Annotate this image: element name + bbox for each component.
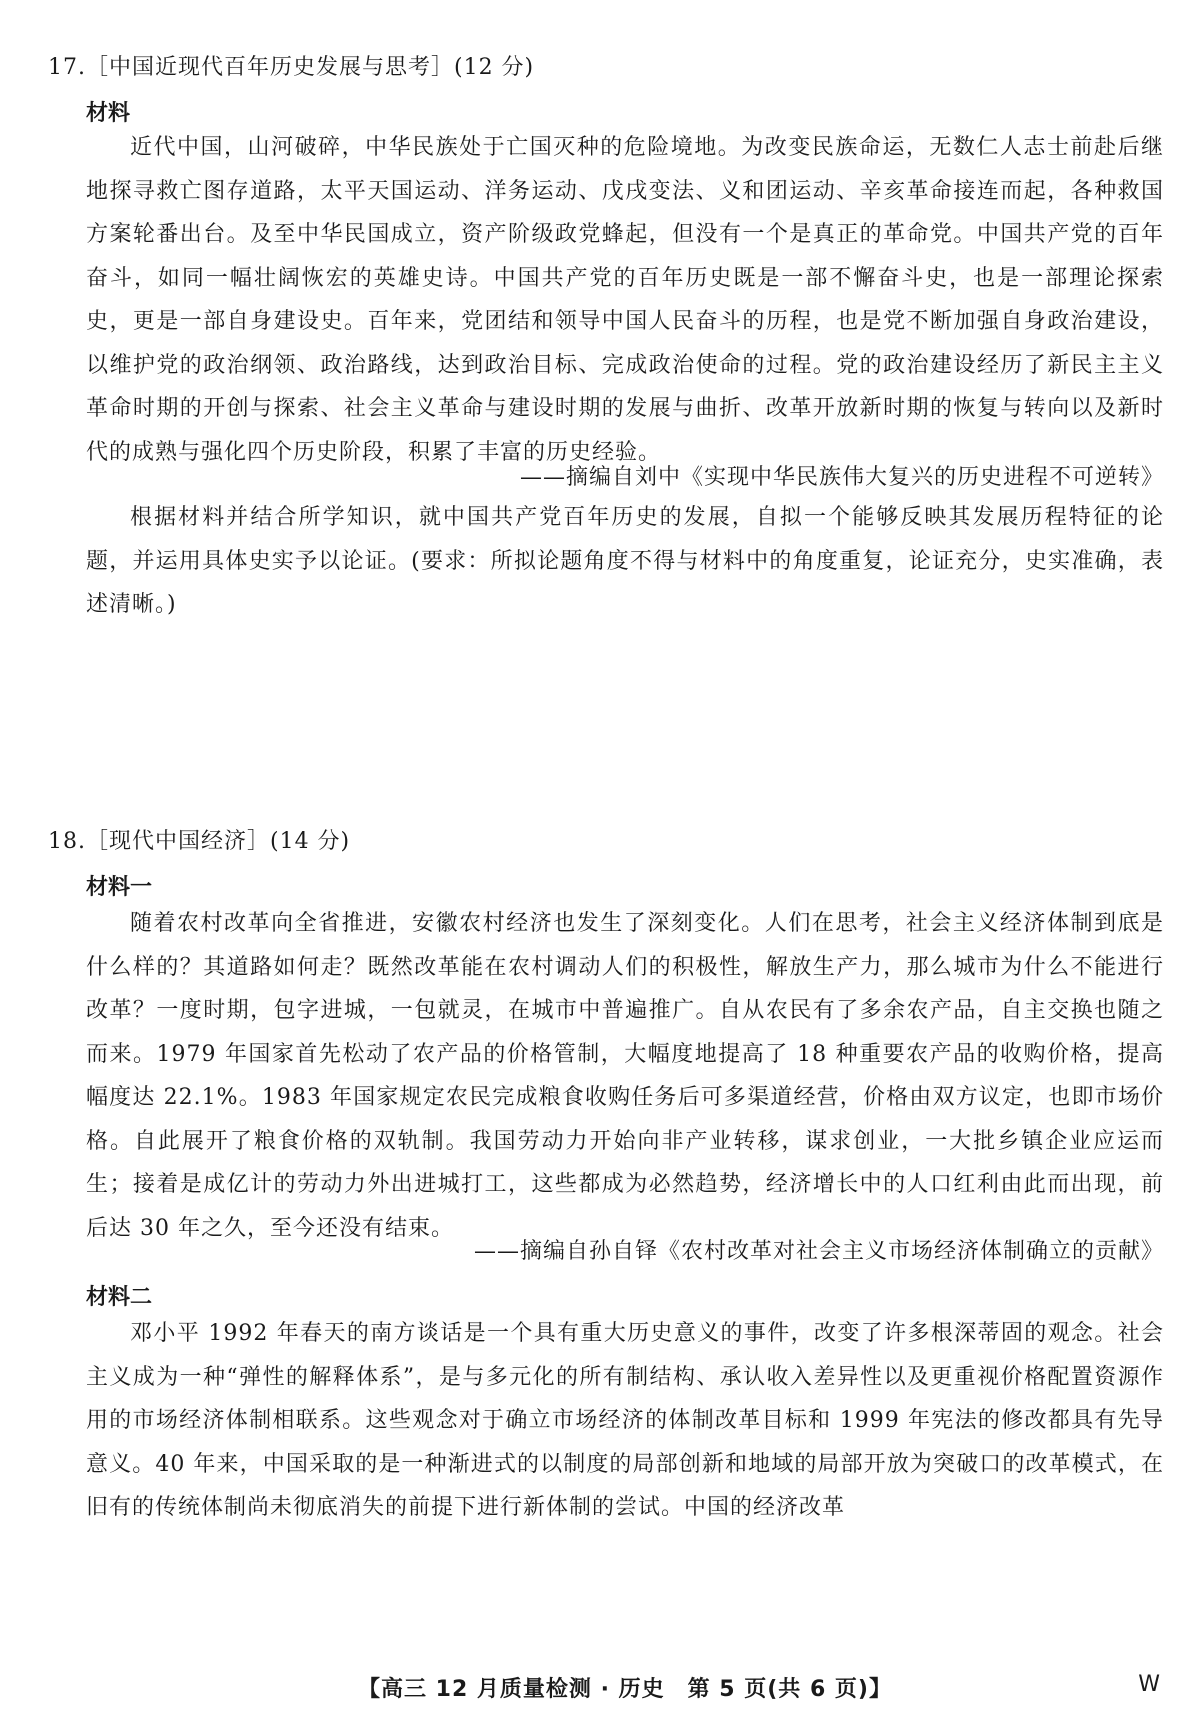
page-footer [0, 1672, 1200, 1708]
question-18-material-2-text: 邓小平 1992 年春天的南方谈话是一个具有重大历史意义的事件，改变了许多根深蒂固的观念。社会主义成为一种“弹性的解释体系”，是与多元化的所有制结构、承认收入差异性以及更重视价格配置资源作用的市场经济体制相联系。这些观念对于确立市场经济的体制改革目标和 1999 年宪法的修改都具有先导意义。40 年来，中国采取的是一种渐进式的以制度的局部创新和地域的局部开放为突破口的改革模式，在旧有的传统体制尚未彻底消失的前提下进行新体制的尝试。中国的经济改革 [86, 1321, 1164, 1520]
footer-version-code: W [1138, 1672, 1160, 1697]
question-17-source: ——摘编自刘中《实现中华民族伟大复兴的历史进程不可逆转》 [519, 465, 1164, 490]
question-17-title: 17.［中国近现代百年历史发展与思考］(12 分) [48, 55, 535, 80]
question-17-material-text: 近代中国，山河破碎，中华民族处于亡国灭种的危险境地。为改变民族命运，无数仁人志士前赴后继地探寻救亡图存道路，太平天国运动、洋务运动、戊戌变法、义和团运动、辛亥革命接连而起，各种救国方案轮番出台。及至中华民国成立，资产阶级政党蜂起，但没有一个是真正的革命党。中国共产党的百年奋斗，如同一幅壮阔恢宏的英雄史诗。中国共产党的百年历史既是一部不懈奋斗史，也是一部理论探索史，更是一部自身建设史。百年来，党团结和领导中国人民奋斗的历程，也是党不断加强自身政治建设，以维护党的政治纲领、政治路线，达到政治目标、完成政治使命的过程。党的政治建设经历了新民主主义革命时期的开创与探索、社会主义革命与建设时期的发展与曲折、改革开放新时期的恢复与转向以及新时代的成熟与强化四个历史阶段，积累了丰富的历史经验。 [86, 135, 1164, 465]
question-18-material-1-label: 材料一 [86, 875, 153, 900]
question-18-material-2-label: 材料二 [86, 1285, 153, 1310]
question-17-prompt: 根据材料并结合所学知识，就中国共产党百年历史的发展，自拟一个能够反映其发展历程特征的论题，并运用具体史实予以论证。(要求：所拟论题角度不得与材料中的角度重复，论证充分，史实准确，表述清晰。) [86, 505, 1164, 617]
question-18-material-1-source: ——摘编自孙自铎《农村改革对社会主义市场经济体制确立的贡献》 [473, 1239, 1164, 1264]
question-18-title: 18.［现代中国经济］(14 分) [48, 829, 351, 854]
question-18-material-1-text: 随着农村改革向全省推进，安徽农村经济也发生了深刻变化。人们在思考，社会主义经济体制到底是什么样的？其道路如何走？既然改革能在农村调动人们的积极性，解放生产力，那么城市为什么不能进行改革？一度时期，包字进城，一包就灵，在城市中普遍推广。自从农民有了多余农产品，自主交换也随之而来。1979 年国家首先松动了农产品的价格管制，大幅度地提高了 18 种重要农产品的收购价格，提高幅度达 22.1%。1983 年国家规定农民完成粮食收购任务后可多渠道经营，价格由双方议定，也即市场价格。自此展开了粮食价格的双轨制。我国劳动力开始向非产业转移，谋求创业，一大批乡镇企业应运而生；接着是成亿计的劳动力外出进城打工，这些都成为必然趋势，经济增长中的人口红利由此而出现，前后达 30 年之久，至今还没有结束。 [86, 911, 1164, 1241]
question-17-material-label: 材料 [86, 101, 131, 126]
footer-page-info: 【高三 12 月质量检测 · 历史 第 5 页(共 6 页)】 [358, 1677, 892, 1702]
